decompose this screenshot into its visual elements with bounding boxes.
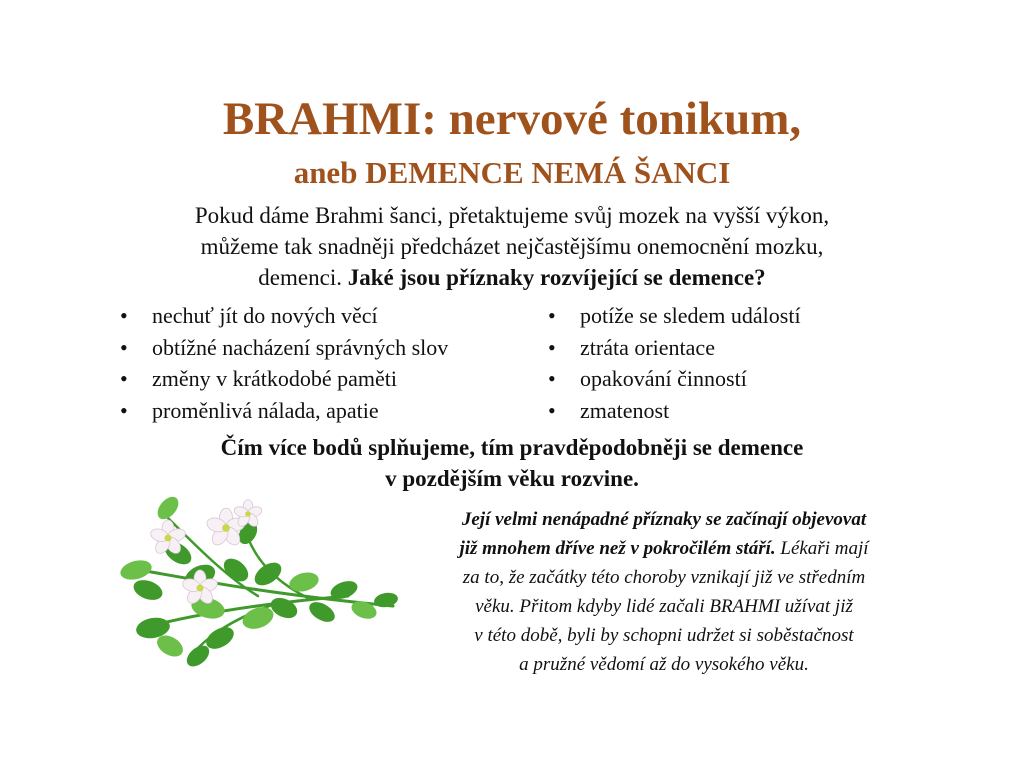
list-item-text: zmatenost	[580, 397, 670, 423]
bullet: •	[120, 303, 128, 328]
list-item-text: změny v krátkodobé paměti	[152, 366, 397, 391]
bullet: •	[548, 397, 556, 423]
brahmi-plant-image	[108, 478, 408, 678]
leaf	[118, 557, 154, 583]
conclusion-line: v pozdějším věku rozvine.	[385, 466, 639, 491]
note-emphasis: již mnohem dříve než v pokročilém stáří.	[459, 538, 776, 559]
leaf	[306, 598, 338, 626]
bullet: •	[120, 397, 128, 423]
symptoms-list-left	[120, 300, 448, 426]
conclusion-line: Čím více bodů splňujeme, tím pravděpodobněji se demence	[220, 435, 804, 460]
note-line: věku. Přitom kdyby lidé začali BRAHMI užívat již	[475, 596, 853, 617]
leaf	[131, 576, 165, 603]
list-item-text: ztráta orientace	[580, 334, 715, 360]
bullet: •	[548, 303, 556, 328]
note-line	[388, 505, 940, 534]
list-item	[548, 395, 801, 427]
bullet: •	[548, 366, 556, 391]
list-item-text: proměnlivá nálada, apatie	[152, 397, 379, 423]
leaf	[287, 569, 321, 594]
intro-line: Pokud dáme Brahmi šanci, přetaktujeme svůj mozek na vyšší výkon,	[194, 203, 830, 228]
page-title: BRAHMI: nervové tonikum,	[222, 93, 802, 145]
flower-center	[197, 585, 204, 592]
list-item	[548, 332, 801, 364]
flower-center	[222, 524, 230, 532]
note-text: Lékaři mají	[775, 538, 869, 559]
symptoms-question: Jaké jsou příznaky rozvíjející se demence?	[347, 265, 766, 290]
bullet: •	[120, 334, 128, 360]
symptoms-list-right	[548, 300, 801, 426]
intro-line-text: demenci.	[258, 265, 342, 290]
note-line: a pružné vědomí až do vysokého věku.	[519, 654, 809, 675]
note-paragraph	[388, 505, 940, 679]
intro-line: můžeme tak snadněji předcházet nejčastějšímu onemocnění mozku,	[200, 234, 824, 259]
list-item	[120, 363, 448, 395]
list-item	[120, 395, 448, 427]
page-subtitle: aneb DEMENCE NEMÁ ŠANCI	[293, 155, 731, 190]
intro-line	[112, 262, 912, 293]
intro-paragraph	[112, 200, 912, 293]
bullet: •	[548, 334, 556, 360]
list-item-text: opakování činností	[580, 366, 747, 391]
bullet: •	[120, 366, 128, 391]
list-item	[548, 363, 801, 395]
flower-center	[245, 511, 251, 517]
list-item	[120, 332, 448, 364]
list-item-text: nechuť jít do nových věcí	[152, 303, 378, 328]
list-item-text: potíže se sledem událostí	[580, 303, 801, 328]
note-emphasis: Její velmi nenápadné příznaky se začínají objevovat	[461, 509, 867, 530]
note-line	[388, 534, 940, 563]
list-item-text: obtížné nacházení správných slov	[152, 334, 449, 360]
flower-center	[165, 535, 172, 542]
leaves	[118, 493, 399, 671]
list-item	[548, 300, 801, 332]
note-line: v této době, byli by schopni udržet si soběstačnost	[474, 625, 854, 646]
note-line: za to, že začátky této choroby vznikají již ve středním	[462, 567, 866, 588]
list-item	[120, 300, 448, 332]
leaf	[251, 558, 286, 590]
